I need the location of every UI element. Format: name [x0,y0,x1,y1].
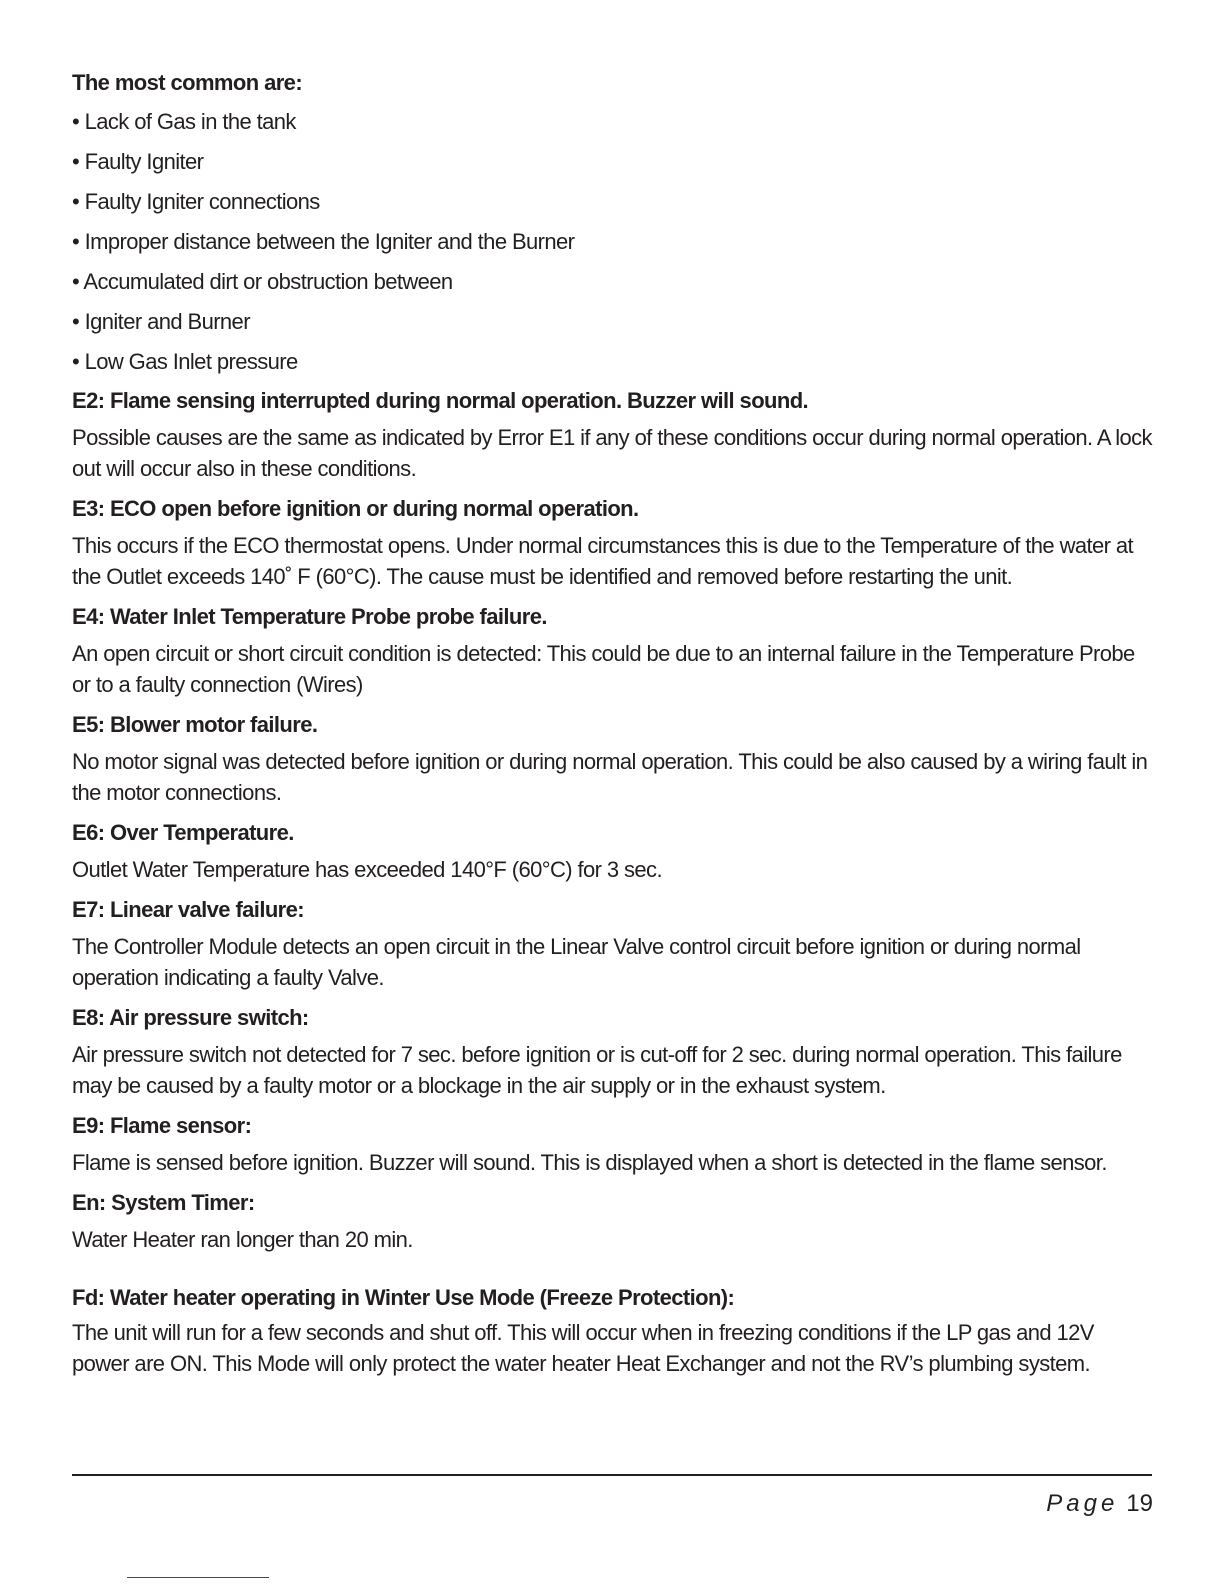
error-heading: En: System Timer: [72,1190,255,1215]
error-description: The Controller Module detects an open circuit in the Linear Valve control circuit before ignition or during normal operation indicating a faulty Valve. [72,934,1081,990]
page-label: Page [1046,1490,1119,1517]
list-item: • Accumulated dirt or obstruction between [72,269,453,294]
error-e2-section [72,382,1152,484]
page-number: 19 [1126,1490,1153,1517]
page-footer [1046,1490,1153,1518]
common-causes-list [72,102,1152,382]
error-e8-section [72,999,1152,1101]
error-heading: E2: Flame sensing interrupted during normal operation. Buzzer will sound. [72,388,809,413]
error-description: No motor signal was detected before ignition or during normal operation. This could be also caused by a wiring fault in the motor connections. [72,749,1148,805]
list-item: • Faulty Igniter [72,149,204,174]
error-heading: E5: Blower motor failure. [72,712,318,737]
error-description: Possible causes are the same as indicated by Error E1 if any of these conditions occur during normal operation. A lock out will occur also in these conditions. [72,425,1152,481]
list-item: • Igniter and Burner [72,309,250,334]
freeze-protection-section [72,1279,1152,1379]
error-e7-section [72,891,1152,993]
list-item: • Faulty Igniter connections [72,189,320,214]
list-item: • Improper distance between the Igniter and the Burner [72,229,575,254]
error-e4-section [72,598,1152,700]
error-e5-section [72,706,1152,808]
freeze-protection-description: The unit will run for a few seconds and shut off. This will occur when in freezing conditions if the LP gas and 12V power are ON. This Mode will only protect the water heater Heat Exchanger and not the RV’s plumbing system. [72,1320,1094,1376]
error-description: Air pressure switch not detected for 7 sec. before ignition or is cut-off for 2 sec. during normal operation. This failure may be caused by a faulty motor or a blockage in the air supply or in the exhaust system. [72,1042,1122,1098]
manual-page-content [72,64,1152,1385]
error-e6-section [72,814,1152,885]
bottom-link-underline [127,1577,269,1578]
error-heading: E9: Flame sensor: [72,1113,252,1138]
error-e3-section [72,490,1152,592]
error-description: An open circuit or short circuit condition is detected: This could be due to an internal failure in the Temperature Probe or to a faulty connection (Wires) [72,641,1135,697]
error-description: Water Heater ran longer than 20 min. [72,1227,413,1252]
error-heading: E3: ECO open before ignition or during normal operation. [72,496,639,521]
list-item: • Lack of Gas in the tank [72,109,296,134]
error-heading: E4: Water Inlet Temperature Probe probe failure. [72,604,547,629]
error-description: Flame is sensed before ignition. Buzzer will sound. This is displayed when a short is detected in the flame sensor. [72,1150,1107,1175]
error-description: This occurs if the ECO thermostat opens. Under normal circumstances this is due to the Temperature of the water at the Outlet exceeds 140˚ F (60°C). The cause must be identified and removed before restarting the unit. [72,533,1134,589]
list-item: • Low Gas Inlet pressure [72,349,298,374]
error-heading: E8: Air pressure switch: [72,1005,309,1030]
error-description: Outlet Water Temperature has exceeded 140°F (60°C) for 3 sec. [72,857,662,882]
common-causes-heading: The most common are: [72,70,303,95]
error-e9-section [72,1107,1152,1178]
footer-divider [72,1474,1152,1476]
error-heading: E6: Over Temperature. [72,820,294,845]
error-heading: E7: Linear valve failure: [72,897,304,922]
freeze-protection-heading: Fd: Water heater operating in Winter Use Mode (Freeze Protection): [72,1285,735,1310]
error-en-section [72,1184,1152,1255]
